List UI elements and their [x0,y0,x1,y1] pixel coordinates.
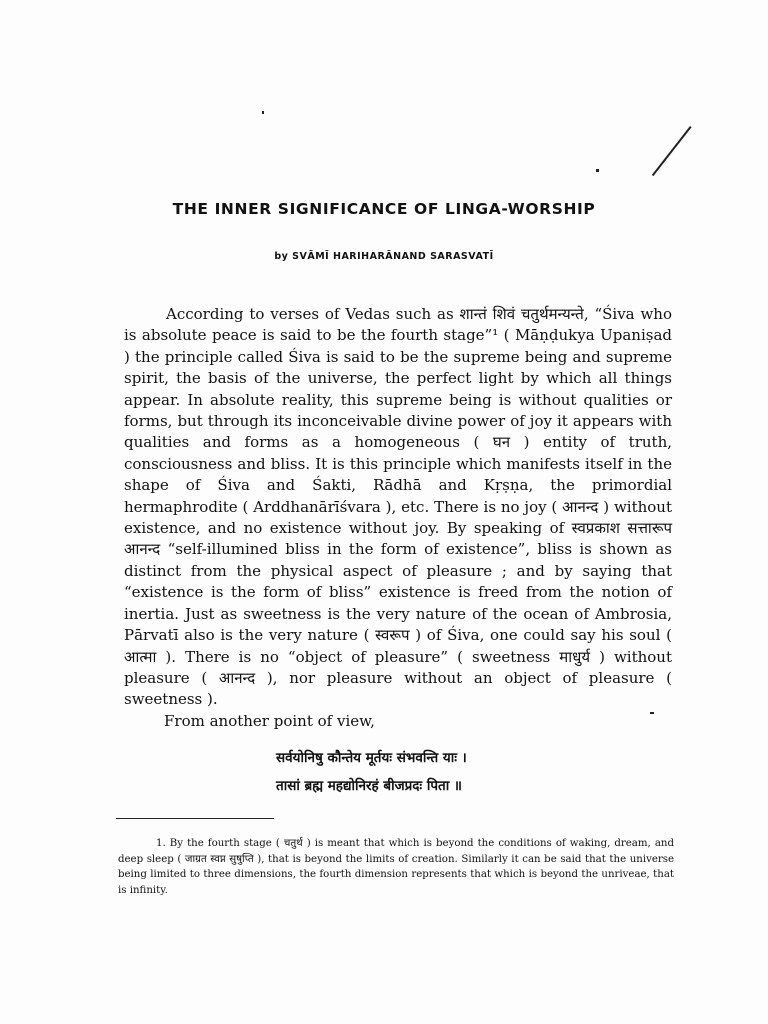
scan-speck [596,169,599,172]
body-paragraph: According to verses of Vedas such as शान्तं शिवं चतुर्थमन्यन्ते, “Śiva who is absolute peace is said to be the fourth stage”¹ ( Māṇḍukya Upaniṣad ) the principle called Śiva is said to be the supreme being and supreme spirit, the basis of the universe, the perfect light by which all things appear. In absolute reality, this supreme being is without qualities or forms, but through its inconceivable divine power of joy it appears with qualities and forms as a homogeneous ( घन ) entity of truth, consciousness and bliss. It is this principle which manifests itself in the shape of Śiva and Śakti, Rādhā and Kṛṣṇa, the primordial hermaphrodite ( Arddhanārīśvara ), etc. There is no joy ( आनन्द ) without existence, and no existence without joy. By speaking of स्वप्रकाश सत्तारूप आनन्द “self-illumined bliss in the form of existence”, bliss is shown as distinct from the physical aspect of pleasure ; and by saying that “existence is the form of bliss” existence is freed from the notion of inertia. Just as sweetness is the very nature of the ocean of Ambrosia, Pārvatī also is the very nature ( स्वरूप ) of Śiva, one could say his soul ( आत्मा ). There is no “object of pleasure” ( sweetness माधुर्य ) without pleasure ( आनन्द ), nor pleasure without an object of pleasure ( sweetness ). [124,305,672,709]
body-paragraph: From another point of view, [164,711,375,730]
scan-mark-stroke [652,126,692,176]
sanskrit-verse-line: तासां ब्रह्म महद्योनिरहं बीजप्रदः पिता ॥ [276,778,462,794]
footnote-text: 1. By the fourth stage ( चतुर्थ ) is meant that which is beyond the conditions of waking, dream, and deep sleep ( जाग्रत स्वप्न सुषुप्ति ), that is beyond the limits of creation. Similarly it can be said that the universe being limited to three dimensions, the fourth dimension represents that which is beyond the unriveae, that is infinity. [118,838,674,896]
footnote [118,836,674,898]
scan-speck [262,111,264,114]
footnote-divider [116,818,274,819]
article-body [124,304,672,732]
article-byline: by SVĀMĪ HARIHARĀNAND SARASVATĪ [274,251,494,262]
sanskrit-verse-line: सर्वयोनिषु कौन्तेय मूर्तयः संभवन्ति याः । [276,750,467,766]
article-title: THE INNER SIGNIFICANCE OF LINGA-WORSHIP [172,200,596,218]
